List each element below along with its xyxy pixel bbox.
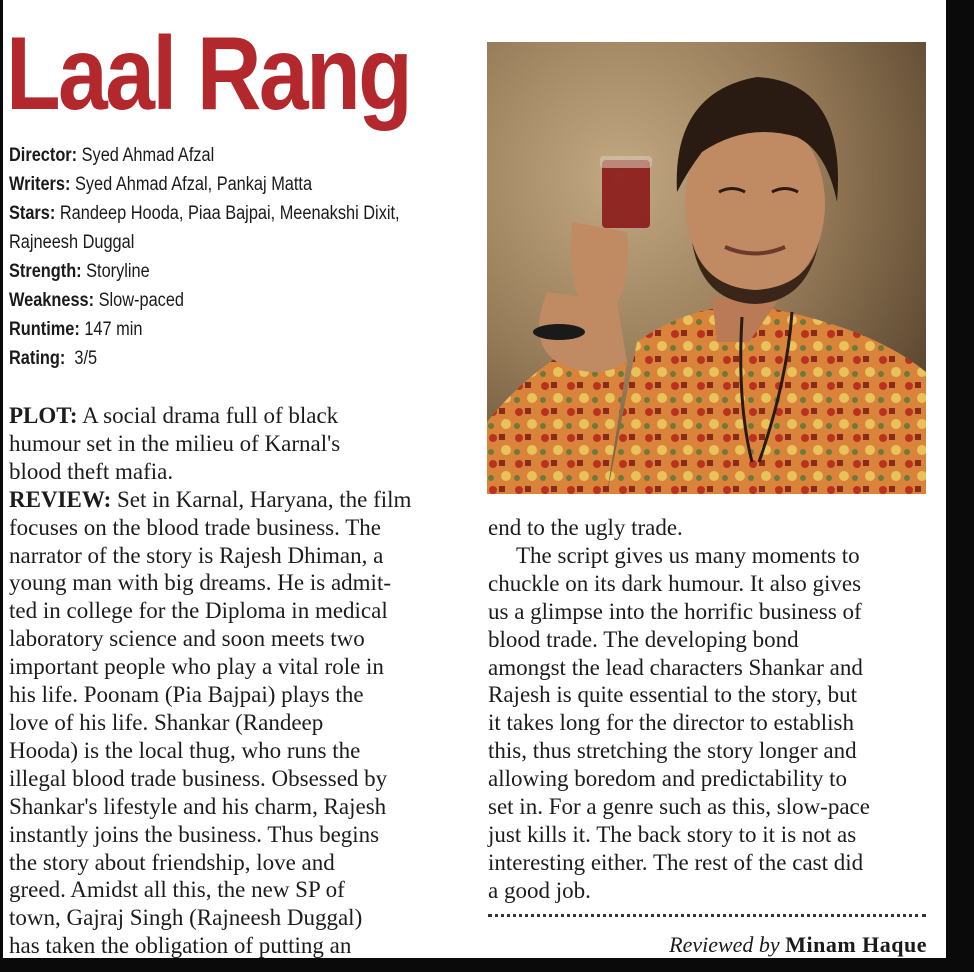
credit-stars-continued: Rajneesh Duggal <box>9 232 135 253</box>
dotted-divider <box>488 914 926 917</box>
review-title: Laal Rang <box>6 16 411 132</box>
credit-weakness: Weakness: Slow-paced <box>9 290 185 311</box>
review-paragraph: REVIEW: Set in Karnal, Haryana, the film focuses on the blood trade business. The narrator of the story is Rajesh Dhiman, a young man with big dreams. He is admit- ted in college for the Diploma in medical laboratory science and soon meets two important people who play a vital role in his life. Poonam (Pia Bajpai) plays the love of his life. Shankar (Randeep Hooda) is the local thug, who runs the illegal blood trade business. Obsessed by Shankar's lifestyle and his charm, Rajesh instantly joins the business. Thus begins the story about friendship, love and greed. Amidst all this, the new SP of town, Gajraj Singh (Rajneesh Duggal) has taken the obligation of putting an <box>9 486 412 959</box>
actor-illustration <box>487 42 926 494</box>
credit-strength: Strength: Storyline <box>9 261 150 282</box>
credit-stars: Stars: Randeep Hooda, Piaa Bajpai, Meenakshi Dixit, <box>9 203 400 224</box>
plot-paragraph: PLOT: A social drama full of black humour set in the milieu of Karnal's blood theft mafia. <box>9 403 341 484</box>
credits-block <box>9 141 449 373</box>
review-continuation: end to the ugly trade. <box>488 515 683 540</box>
credit-writers: Writers: Syed Ahmad Afzal, Pankaj Matta <box>9 174 313 195</box>
credit-director: Director: Syed Ahmad Afzal <box>9 145 215 166</box>
actor-photo <box>487 42 926 494</box>
credit-runtime: Runtime: 147 min <box>9 319 143 340</box>
page-border-left <box>0 0 3 972</box>
article-column-left <box>9 402 454 960</box>
page-border-right <box>946 0 974 972</box>
credit-rating: Rating: 3/5 <box>9 348 98 369</box>
review-paragraph-2: The script gives us many moments to chuckle on its dark humour. It also gives us a glimpse into the horrific business of blood trade. The developing bond amongst the lead characters Shankar and Rajesh is quite essential to the story, but it takes long for the director to establish this, thus stretching the story longer and allowing boredom and predictability to set in. For a genre such as this, slow-pace just kills it. The back story to it is not as interesting either. The rest of the cast did a good job. <box>488 542 870 903</box>
article-column-right <box>488 514 928 905</box>
reviewer-byline: Reviewed by Minam Haque <box>669 932 927 957</box>
